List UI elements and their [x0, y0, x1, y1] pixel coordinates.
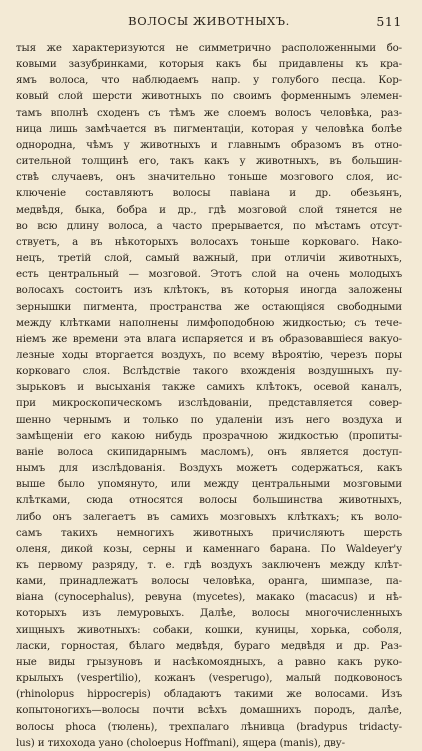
text-line: ками, принадлежатъ волосы человѣка, оранга, шимпазе, па-	[16, 575, 402, 588]
text-line: ствѣ случаевъ, онъ значительно тоньше мозгового слоя, ис-	[16, 171, 402, 184]
text-line: оленя, дикой козы, серны и каменнаго барана. По Waldeyer'у	[16, 542, 402, 555]
text-line: тамъ вполнѣ сходенъ съ тѣмъ же слоемъ волосъ человѣка, раз-	[16, 106, 402, 119]
text-line: нецъ, третій слой, самый важный, при отличіи животныхъ,	[16, 252, 402, 265]
text-line: которыхъ изъ лемуровыхъ. Далѣе, волосы многочисленныхъ	[16, 607, 402, 620]
text-line: (rhinolopus hippocrepis) обладаютъ такими же волосами. Изъ	[16, 688, 402, 701]
text-line: во всю длину волоса, а часто прерывается, по мѣстамъ отсут-	[16, 219, 402, 232]
text-line: тыя же характеризуются не симметрично расположенными бо-	[16, 42, 402, 54]
text-line: ковый слой шерсти животныхъ по своимъ форменнымъ элемен-	[16, 90, 402, 103]
body-text	[16, 40, 402, 751]
text-line: ключеніе составляютъ волосы павіана и др. обезьянъ,	[16, 187, 402, 200]
text-line: сительной толщинѣ его, такъ какъ у животныхъ, въ большин-	[16, 155, 402, 168]
text-line: ніемъ же времени эта влага испаряется и въ образовавшіеся вакуо-	[16, 332, 402, 345]
text-line: корковаго слоя. Вслѣдствіе такого вхожденія воздушныхъ пу-	[16, 365, 402, 378]
running-header	[16, 14, 402, 32]
page-number: 511	[376, 14, 402, 29]
text-line: нымъ для изслѣдованія. Воздухъ можетъ содержаться, какъ	[16, 462, 402, 475]
text-line: зернышки пигмента, пространства же остающіяся свободными	[16, 300, 402, 313]
text-line: лезные ходы вторгается воздухъ, по всему вѣроятію, черезъ поры	[16, 348, 402, 361]
text-line: волосы phoca (тюлень), трехпалаго лѣнивца (bradypus tridacty-	[16, 720, 402, 733]
text-line: есть центральный — мозговой. Этотъ слой на очень молодыхъ	[16, 268, 402, 281]
text-line: волосахъ состоитъ изъ клѣтокъ, въ которыя иногда заложены	[16, 284, 402, 297]
running-title: ВОЛОСЫ ЖИВОТНЫХЪ.	[128, 14, 290, 28]
text-line: ваніе волоса скипидарнымъ масломъ), онъ является доступ-	[16, 445, 402, 458]
text-line: крылыхъ (vespertilio), кожанъ (vesperugo), малый подковоносъ	[16, 672, 402, 685]
text-line: замѣщеніи его какою нибудь прозрачною жидкостью (пропиты-	[16, 429, 402, 442]
text-line: копытоногихъ—волосы почти всѣхъ домашнихъ породъ, далѣе,	[16, 704, 402, 717]
text-line: ные виды грызуновъ и насѣкомоядныхъ, а равно какъ руко-	[16, 655, 402, 668]
text-line: зырьковъ и высыханія также самихъ клѣтокъ, осевой каналъ,	[16, 381, 402, 394]
text-line: ница лишь замѣчается въ пигментаціи, которая у человѣка болѣе	[16, 122, 402, 135]
text-line: клѣтками, сюда относятся волосы большинства животныхъ,	[16, 494, 402, 507]
text-line: віана (cynocephalus), ревуна (mycetes), макако (macacus) и нѣ-	[16, 591, 402, 604]
text-line: ковыми зазубринками, которыя какъ бы придавлены къ кра-	[16, 58, 402, 71]
text-line: ласки, горностая, бѣлаго медвѣдя, бураго медвѣдя и др. Раз-	[16, 639, 402, 652]
text-line: между клѣтками наполнены лимфоподобною жидкостью; съ тече-	[16, 316, 402, 329]
text-line: однородна, чѣмъ у животныхъ и главнымъ образомъ въ отно-	[16, 138, 402, 151]
text-line: ствуетъ, а въ нѣкоторыхъ волосахъ тоньше корковаго. Нако-	[16, 235, 402, 248]
text-line: медвѣдя, быка, бобра и др., гдѣ мозговой слой тянется не	[16, 203, 402, 216]
text-line: къ первому разряду, т. е. гдѣ воздухъ заключенъ между клѣт-	[16, 559, 402, 571]
text-line: выше было упомянуто, или между центральными мозговыми	[16, 478, 402, 491]
text-line: самъ такихъ немногихъ животныхъ причисляютъ шерсть	[16, 526, 402, 539]
text-line: шенно чернымъ и только по удаленіи изъ него воздуха и	[16, 413, 402, 426]
text-line: при микроскопическомъ изслѣдованіи, представляется совер-	[16, 397, 402, 410]
text-line: lus) и тихохода уано (choloepus Hoffmani), ящера (manis), дву-	[16, 736, 345, 749]
text-line: ямъ волоса, что наблюдаемъ напр. у голубого песца. Кор-	[16, 74, 402, 87]
text-line: либо онъ залегаетъ въ самихъ мозговыхъ клѣткахъ; къ воло-	[16, 510, 402, 523]
text-line: хищныхъ животныхъ: собаки, кошки, куницы, хорька, соболя,	[16, 623, 402, 636]
